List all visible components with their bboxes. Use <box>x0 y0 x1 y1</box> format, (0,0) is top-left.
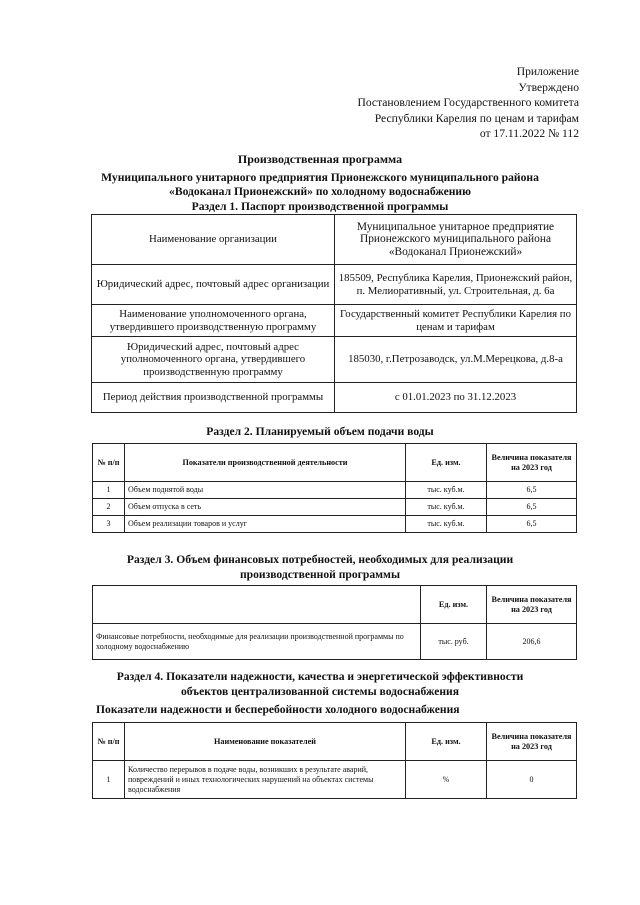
row-name: Объем поднятой воды <box>125 482 406 499</box>
column-header-name <box>93 586 421 624</box>
row-unit: тыс. куб.м. <box>406 499 487 516</box>
row-unit: % <box>406 761 487 799</box>
table-row <box>93 482 577 499</box>
passport-table <box>91 214 577 413</box>
approval-line-annex: Приложение <box>516 65 579 78</box>
passport-value: 185509, Республика Карелия, Прионежский район, п. Мелиоративный, ул. Строительная, д. 6а <box>335 265 577 305</box>
row-name: Объем реализации товаров и услуг <box>125 516 406 533</box>
column-header-value: Величина показателя на 2023 год <box>487 586 577 624</box>
approval-block <box>279 64 579 142</box>
passport-label: Наименование организации <box>92 215 335 265</box>
section2-heading: Раздел 2. Планируемый объем подачи воды <box>206 425 434 438</box>
row-name: Объем отпуска в сеть <box>125 499 406 516</box>
row-value: 6,5 <box>487 516 577 533</box>
section4-heading-line2: объектов централизованной системы водоснабжения <box>181 685 459 698</box>
row-name: Финансовые потребности, необходимые для реализации производственной программы по холодному водоснабжению <box>93 624 421 660</box>
row-num: 1 <box>93 761 125 799</box>
column-header-num: № п/п <box>93 723 125 761</box>
approval-line-decree: Постановлением Государственного комитета <box>357 96 579 109</box>
section1-heading: Раздел 1. Паспорт производственной программы <box>191 200 449 213</box>
section3-heading-line1: Раздел 3. Объем финансовых потребностей, необходимых для реализации <box>126 553 514 566</box>
section4-heading-line1: Раздел 4. Показатели надежности, качества и энергетической эффективности <box>116 670 524 683</box>
table-header-row <box>93 586 577 624</box>
column-header-value: Величина показателя на 2023 год <box>487 723 577 761</box>
approval-line-approved: Утверждено <box>518 80 579 94</box>
document-subtitle-line2: «Водоканал Прионежский» по холодному водоснабжению <box>169 185 471 198</box>
table-row <box>93 761 577 799</box>
table-row <box>92 215 577 265</box>
section4-subheading: Показатели надежности и бесперебойности холодного водоснабжения <box>96 703 460 716</box>
passport-label: Период действия производственной программы <box>92 383 335 413</box>
reliability-table <box>92 722 577 799</box>
row-num: 3 <box>93 516 125 533</box>
column-header-unit: Ед. изм. <box>406 723 487 761</box>
table-header-row <box>93 444 577 482</box>
table-row <box>92 265 577 305</box>
financial-table <box>92 585 577 660</box>
row-unit: тыс. руб. <box>421 624 487 660</box>
document-subtitle-line1: Муниципального унитарного предприятия Прионежского муниципального района <box>101 171 539 184</box>
passport-value: с 01.01.2023 по 31.12.2023 <box>335 383 577 413</box>
passport-value: Муниципальное унитарное предприятие Прионежского муниципального района «Водоканал Прионежский» <box>335 215 577 265</box>
table-row <box>92 337 577 383</box>
row-value: 6,5 <box>487 499 577 516</box>
column-header-unit: Ед. изм. <box>421 586 487 624</box>
row-name: Количество перерывов в подаче воды, возникших в результате аварий, повреждений и иных технологических нарушений на объектах системы водоснабжения <box>125 761 406 799</box>
row-value: 0 <box>487 761 577 799</box>
table-row <box>93 516 577 533</box>
row-num: 1 <box>93 482 125 499</box>
passport-value: Государственный комитет Республики Карелия по ценам и тарифам <box>335 305 577 337</box>
table-row <box>92 305 577 337</box>
row-unit: тыс. куб.м. <box>406 516 487 533</box>
passport-label: Юридический адрес, почтовый адрес организации <box>92 265 335 305</box>
approval-line-date: от 17.11.2022 № 112 <box>479 127 579 140</box>
table-row <box>93 624 577 660</box>
column-header-num: № п/п <box>93 444 125 482</box>
row-num: 2 <box>93 499 125 516</box>
document-title: Производственная программа <box>237 152 403 166</box>
column-header-value: Величина показателя на 2023 год <box>487 444 577 482</box>
column-header-unit: Ед. изм. <box>406 444 487 482</box>
passport-label: Наименование уполномоченного органа, утвердившего производственную программу <box>92 305 335 337</box>
table-header-row <box>93 723 577 761</box>
column-header-name: Показатели производственной деятельности <box>125 444 406 482</box>
passport-value: 185030, г.Петрозаводск, ул.М.Мерецкова, д.8-а <box>335 337 577 383</box>
row-unit: тыс. куб.м. <box>406 482 487 499</box>
row-value: 206,6 <box>487 624 577 660</box>
approval-line-committee: Республики Карелия по ценам и тарифам <box>374 111 579 125</box>
row-value: 6,5 <box>487 482 577 499</box>
table-row <box>92 383 577 413</box>
column-header-name: Наименование показателей <box>125 723 406 761</box>
section3-heading-line2: производственной программы <box>239 568 401 581</box>
water-supply-table <box>92 443 577 533</box>
passport-label: Юридический адрес, почтовый адрес уполномоченного органа, утвердившего производственную программу <box>92 337 335 383</box>
table-row <box>93 499 577 516</box>
